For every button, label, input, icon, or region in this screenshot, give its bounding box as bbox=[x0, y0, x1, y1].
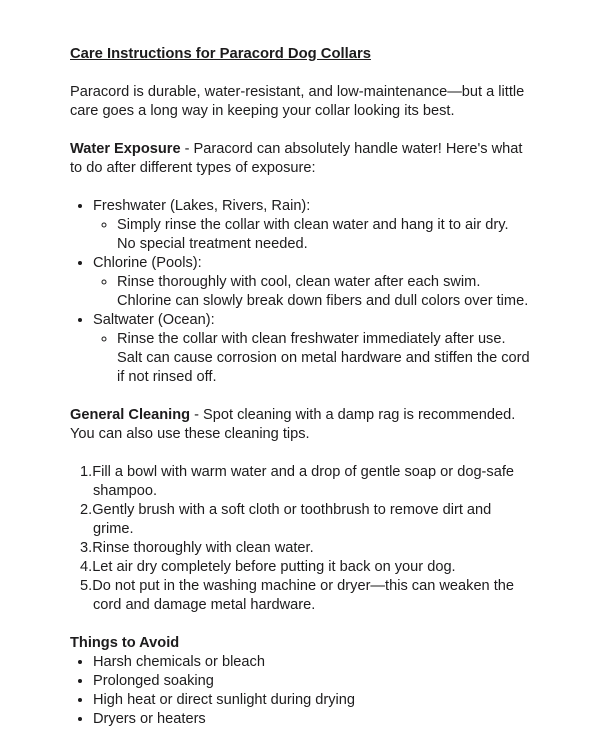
list-item-label: Saltwater (Ocean): bbox=[93, 312, 215, 328]
cleaning-steps-list bbox=[70, 463, 530, 615]
water-exposure-heading: Water Exposure bbox=[70, 141, 181, 157]
things-to-avoid-list bbox=[70, 653, 530, 729]
water-exposure-lead: - Paracord can absolutely handle water! Here's what to do after different types of exposure: bbox=[70, 141, 523, 176]
list-item-detail: ◦ Simply rinse the collar with clean water and hang it to air dry. No special treatment needed. bbox=[117, 216, 530, 254]
list-item-label: Chlorine (Pools): bbox=[93, 255, 202, 271]
cleaning-step: Let air dry completely before putting it back on your dog. bbox=[92, 559, 456, 575]
avoid-item: • High heat or direct sunlight during drying bbox=[93, 691, 530, 710]
general-cleaning-paragraph bbox=[70, 406, 530, 444]
list-item-chlorine bbox=[93, 254, 530, 311]
avoid-item: • Harsh chemicals or bleach bbox=[93, 653, 530, 672]
list-item-saltwater bbox=[93, 311, 530, 387]
freshwater-sublist bbox=[93, 216, 530, 254]
list-item-detail: ◦ Rinse thoroughly with cool, clean water after each swim. Chlorine can slowly break down fibers and dull colors over time. bbox=[117, 273, 530, 311]
cleaning-step: Do not put in the washing machine or dryer—this can weaken the cord and damage metal hardware. bbox=[92, 578, 515, 613]
chlorine-sublist bbox=[93, 273, 530, 311]
avoid-item: • Prolonged soaking bbox=[93, 672, 530, 691]
list-item-detail: ◦ Rinse the collar with clean freshwater immediately after use. Salt can cause corrosion on metal hardware and stiffen the cord if not rinsed off. bbox=[117, 330, 530, 387]
general-cleaning-lead: - Spot cleaning with a damp rag is recommended. You can also use these cleaning tips. bbox=[70, 407, 516, 442]
cleaning-step: Rinse thoroughly with clean water. bbox=[92, 540, 314, 556]
list-item-freshwater bbox=[93, 197, 530, 254]
saltwater-sublist bbox=[93, 330, 530, 387]
list-item-label: Freshwater (Lakes, Rivers, Rain): bbox=[93, 198, 311, 214]
page-title: Care Instructions for Paracord Dog Collars bbox=[70, 46, 371, 62]
water-exposure-paragraph bbox=[70, 140, 530, 178]
document bbox=[70, 45, 530, 729]
water-exposure-list bbox=[70, 197, 530, 387]
intro-paragraph: Paracord is durable, water-resistant, and low-maintenance—but a little care goes a long way in keeping your collar looking its best. bbox=[70, 84, 525, 119]
cleaning-step: Gently brush with a soft cloth or toothbrush to remove dirt and grime. bbox=[92, 502, 492, 537]
things-to-avoid-heading: Things to Avoid bbox=[70, 635, 180, 651]
cleaning-step: Fill a bowl with warm water and a drop of gentle soap or dog-safe shampoo. bbox=[92, 464, 515, 499]
avoid-item: • Dryers or heaters bbox=[93, 710, 530, 729]
general-cleaning-heading: General Cleaning bbox=[70, 407, 191, 423]
